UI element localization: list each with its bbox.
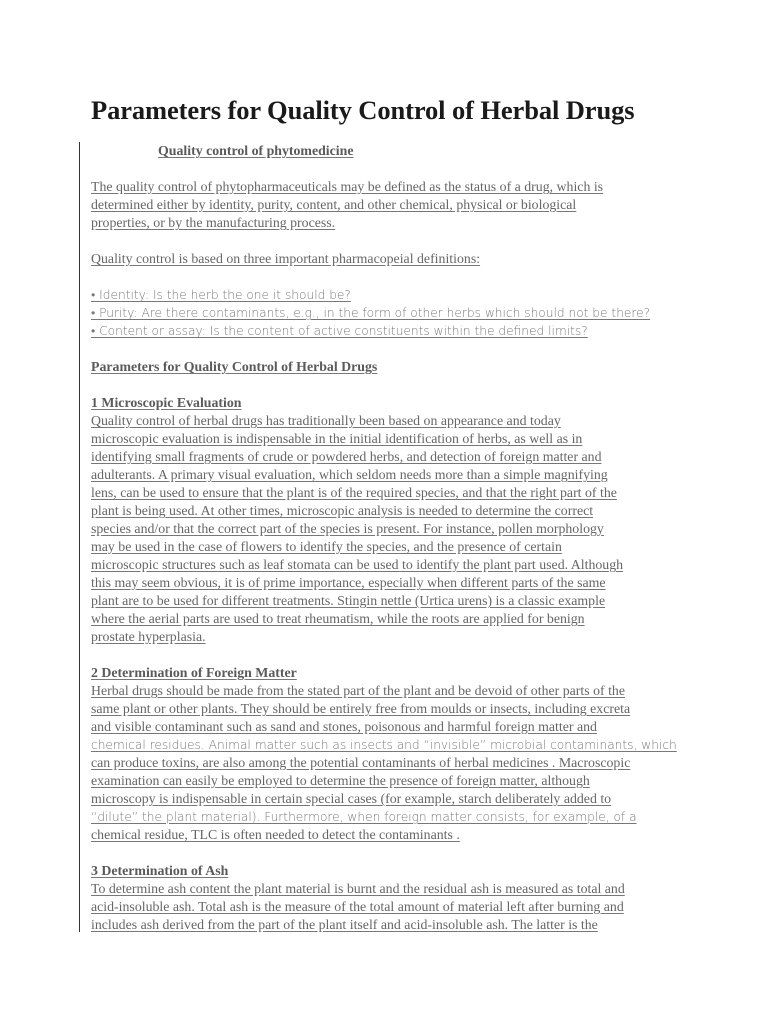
section-line[interactable]: “dilute” the plant material). Furthermore, when foreign matter consists, for example, of a [91,810,637,824]
intro-line[interactable]: The quality control of phytopharmaceuticals may be defined as the status of a drug, which is [91,179,604,194]
section-line[interactable]: microscopy is indispensable in certain special cases (for example, starch deliberately added to [91,791,612,806]
intro-paragraph [91,178,691,232]
subtitle[interactable]: Quality control of phytomedicine [158,143,354,158]
section-line[interactable]: To determine ash content the plant material is burnt and the residual ash is measured as total and [91,881,625,896]
definitions-intro[interactable]: Quality control is based on three important pharmacopeial definitions: [91,251,481,266]
section-line[interactable]: acid-insoluble ash. Total ash is the measure of the total amount of material left after burning and [91,899,624,914]
section-microscopic-evaluation [91,394,691,646]
section-heading[interactable]: 2 Determination of Foreign Matter [91,665,297,680]
section-line[interactable]: this may seem obvious, it is of prime importance, especially when different parts of the same [91,575,606,590]
section-heading[interactable]: 3 Determination of Ash [91,863,229,878]
section-line[interactable]: Herbal drugs should be made from the stated part of the plant and be devoid of other parts of the [91,683,625,698]
left-margin-rule [79,142,80,932]
section-line[interactable]: lens, can be used to ensure that the plant is of the required species, and that the right part of the [91,485,617,500]
definition-item[interactable]: • Content or assay: Is the content of active constituents within the defined limits? [91,324,588,338]
section-line[interactable]: can produce toxins, are also among the potential contaminants of herbal medicines . Macroscopic [91,755,631,770]
section-line[interactable]: microscopic evaluation is indispensable in the initial identification of herbs, as well as in [91,431,583,446]
parameters-heading[interactable]: Parameters for Quality Control of Herbal Drugs [91,359,378,374]
section-line[interactable]: and visible contaminant such as sand and stones, poisonous and harmful foreign matter and [91,719,597,734]
definitions-list [91,286,691,340]
section-line[interactable]: examination can easily be employed to determine the presence of foreign matter, although [91,773,590,788]
section-line[interactable]: plant are to be used for different treatments. Stingin nettle (Urtica urens) is a classic example [91,593,606,608]
section-line[interactable]: chemical residue, TLC is often needed to detect the contaminants . [91,827,460,842]
page-title: Parameters for Quality Control of Herbal Drugs [91,95,635,125]
definition-item[interactable]: • Identity: Is the herb the one it should be? [91,288,351,302]
section-line[interactable]: species and/or that the correct part of the species is present. For instance, pollen morphology [91,521,604,536]
section-foreign-matter [91,664,691,844]
section-ash [91,862,691,934]
section-line[interactable]: includes ash derived from the part of the plant itself and acid-insoluble ash. The latter is the [91,917,598,932]
section-line[interactable]: identifying small fragments of crude or powdered herbs, and detection of foreign matter and [91,449,602,464]
definition-item[interactable]: • Purity: Are there contaminants, e.g., in the form of other herbs which should not be there? [91,306,651,320]
section-line[interactable]: where the aerial parts are used to treat rheumatism, while the roots are applied for benign [91,611,585,626]
intro-line[interactable]: determined either by identity, purity, content, and other chemical, physical or biological [91,197,577,212]
section-line[interactable]: plant is being used. At other times, microscopic analysis is needed to determine the correct [91,503,594,518]
section-line[interactable]: same plant or other plants. They should be entirely free from moulds or insects, including excreta [91,701,631,716]
section-line[interactable]: Quality control of herbal drugs has traditionally been based on appearance and today [91,413,561,428]
section-line[interactable]: prostate hyperplasia. [91,629,206,644]
section-line[interactable]: microscopic structures such as leaf stomata can be used to identify the plant part used. Although [91,557,624,572]
document-body [91,142,691,934]
section-line[interactable]: chemical residues. Animal matter such as insects and “invisible” microbial contaminants, which [91,738,677,752]
section-line[interactable]: may be used in the case of flowers to identify the species, and the presence of certain [91,539,562,554]
section-line[interactable]: adulterants. A primary visual evaluation, which seldom needs more than a simple magnifying [91,467,608,482]
intro-line[interactable]: properties, or by the manufacturing process. [91,215,336,230]
section-heading[interactable]: 1 Microscopic Evaluation [91,395,242,410]
